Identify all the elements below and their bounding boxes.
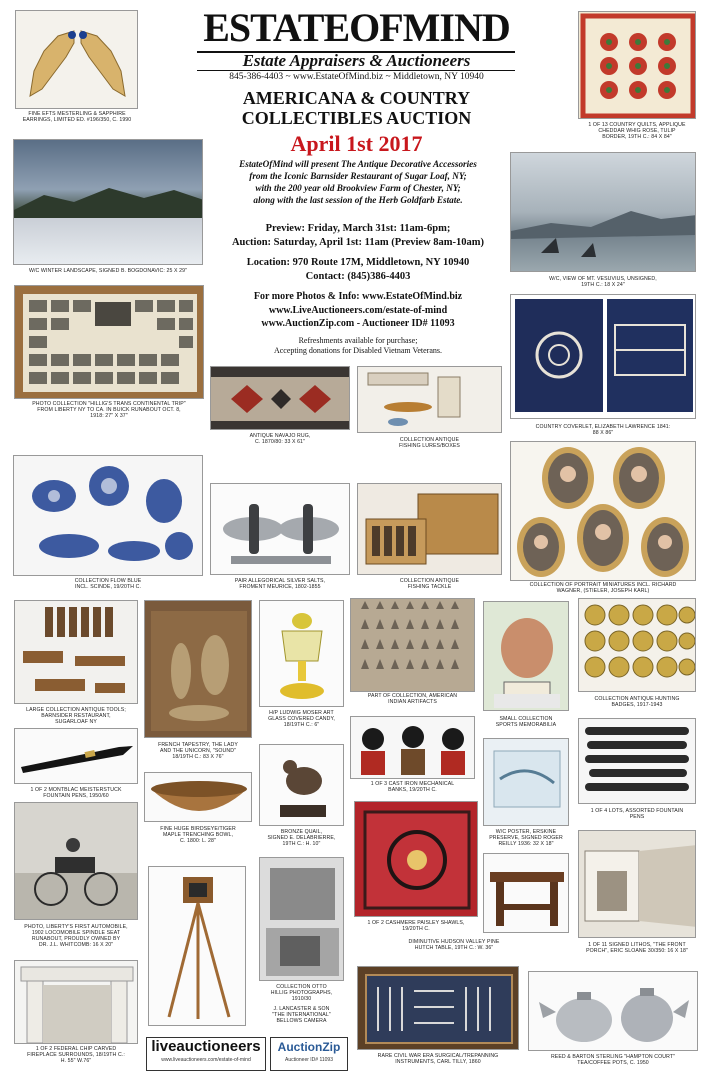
caption-line: COLLECTION OF PORTRAIT MINIATURES INCL. RICHARD	[529, 582, 677, 588]
photo-collection-photo	[14, 285, 204, 399]
caption-line: HILLIG PHOTOGRAPHS,	[270, 990, 333, 996]
flow-blue-photo	[13, 455, 203, 576]
caption-line: DR. J.L. WHITCOMB: 16 X 20"	[38, 942, 114, 948]
winter-caption	[13, 268, 203, 274]
intro-line-3: with the 200 year old Brookview Farm of Chester, NY;	[255, 183, 461, 193]
bowl-photo	[144, 772, 252, 822]
montblanc-caption	[10, 787, 142, 799]
caption-line: GLASS COVERED CANDY,	[268, 716, 335, 722]
info	[205, 290, 511, 331]
subtitle: Estate Appraisers & Auctioneers	[242, 51, 471, 70]
intro	[205, 158, 511, 206]
miniatures-caption	[506, 582, 700, 594]
caption-line: BELLOWS CAMERA	[276, 1018, 327, 1024]
caption-line: COLLECTION ANTIQUE	[399, 578, 460, 584]
caption-line: BRONZE QUAIL,	[280, 829, 323, 835]
coverlet-photo	[510, 294, 696, 419]
caption-line: 18/19TH C.: 6"	[283, 722, 320, 728]
caption-line: 18/19TH C.: 83 X 76"	[172, 754, 224, 760]
caption-line: 1 OF 4 LOTS, ASSORTED FOUNTAIN	[590, 808, 684, 814]
caption-line: PORCH", ERIC SLOANE 30/350: 16 X 18"	[586, 948, 688, 954]
banks-caption	[346, 781, 479, 793]
caption-line: 19TH C.: H. 10"	[282, 841, 321, 847]
automobile-caption	[10, 924, 142, 948]
surgical-photo	[357, 966, 519, 1050]
caption-line: W/C, VIEW OF MT. VESUVIUS, UNSIGNED,	[549, 276, 657, 282]
contact-phone: Contact: (845)386-4403	[305, 271, 411, 282]
info-link-site[interactable]: For more Photos & Info: www.EstateOfMind.biz	[253, 291, 463, 302]
liveauctioneers-brand: liveauctioneers	[151, 1038, 261, 1055]
caption-line: 1902 LOCOMOBILE SPINDLE SEAT	[31, 930, 121, 936]
caption-line: C. 1800: L. 28"	[180, 838, 216, 844]
location-line: Location: 970 Route 17M, Middletown, NY 10940	[246, 257, 470, 268]
navajo-rug-photo	[210, 366, 350, 430]
caption-line: INDIAN ARTIFACTS	[388, 699, 437, 705]
caption-line: BORDER, 19TH C.: 84 X 84"	[602, 134, 672, 140]
tapestry-photo	[144, 600, 252, 738]
caption-line: 1 OF 11 SIGNED LITHOS, "THE FRONT	[588, 942, 686, 948]
tools-photo	[14, 600, 138, 704]
tapestry-caption	[140, 742, 256, 760]
winter-landscape-photo	[13, 139, 203, 265]
shawls-photo	[354, 801, 478, 917]
coverlet-caption	[510, 424, 696, 436]
schedule	[205, 222, 511, 250]
badges-photo	[578, 598, 696, 692]
vesuvius-caption	[510, 276, 696, 288]
vesuvius-photo	[510, 152, 696, 272]
caption-line: FRENCH TAPESTRY, THE LADY	[158, 742, 238, 748]
intro-line-2: from the Iconic Barnsider Restaurant of Sugar Loaf, NY;	[249, 171, 467, 181]
tackle-photo	[357, 483, 502, 575]
caption-line: FINE EFTS MESTERLING & SAPPHIRE	[28, 111, 126, 117]
caption-line: DIMINUTIVE HUDSON VALLEY PINE	[408, 939, 500, 945]
refreshments	[205, 336, 511, 356]
miniatures-photo	[510, 441, 696, 581]
caption-line: PAIR ALLEGORICAL SILVER SALTS,	[234, 578, 326, 584]
fireplace-caption	[10, 1046, 142, 1064]
caption-line: TEA/COFFEE POTS, C. 1950	[577, 1060, 649, 1066]
salts-caption	[208, 578, 352, 590]
caption-line: 19/20TH C.	[402, 926, 430, 932]
hutch-table-photo	[483, 853, 569, 933]
caption-line: COLLECTION FLOW BLUE	[74, 578, 142, 584]
caption-line: FOUNTAIN PENS, 1950/60	[43, 793, 109, 799]
caption-line: FISHING LURES/BOXES	[399, 443, 460, 449]
caption-line: ANTIQUE NAVAJO RUG,	[249, 433, 311, 439]
caption-line: 1 OF 2 FEDERAL CHIP CARVED	[35, 1046, 117, 1052]
caption-line: AND THE UNICORN, "SOUND"	[159, 748, 237, 754]
caption-line: J. LANCASTER & SON	[273, 1006, 330, 1012]
caption-line: HUTCH TABLE, 19TH C.: W. 36"	[414, 945, 494, 951]
caption-line: "THE INTERNATIONAL"	[272, 1012, 331, 1018]
lithos-photo	[578, 830, 696, 938]
caption-line: 1910/30	[291, 996, 312, 1002]
lures-caption	[357, 437, 502, 449]
caption-line: PART OF COLLECTION, AMERICAN	[367, 693, 458, 699]
caption-line: BANKS, 19/20TH C.	[388, 787, 437, 793]
location	[205, 256, 511, 284]
donations-line: Accepting donations for Disabled Vietnam Veterans.	[273, 346, 443, 355]
auction-time: Auction: Saturday, April 1st: 11am (Preview 8am-10am)	[231, 237, 485, 248]
caption-line: SUGARLOAF NY	[55, 719, 97, 725]
caption-line: FROMENT MEURICE, 1802-1855	[239, 584, 321, 590]
caption-line: 1918: 27" X 37"	[90, 413, 128, 419]
shawls-caption	[350, 920, 482, 932]
tackle-caption	[357, 578, 502, 590]
quail-photo	[259, 744, 344, 826]
silver-salts-photo	[210, 483, 350, 575]
preview-time: Preview: Friday, March 31st: 11am-6pm;	[265, 223, 451, 234]
hutch-caption	[354, 939, 554, 951]
caption-line: 1 OF 13 COUNTRY QUILTS, APPLIQUE	[588, 122, 686, 128]
poster-caption	[479, 829, 573, 847]
caption-line: W/C POSTER, ERSKINE	[495, 829, 557, 835]
caption-line: WAGNER, (STIELER, JOSEPH KARL)	[556, 588, 650, 594]
info-link-live[interactable]: www.LiveAuctioneers.com/estate-of-mind	[268, 304, 448, 316]
quail-caption	[255, 829, 348, 847]
liveauctioneers-url: www.liveauctioneers.com/estate-of-mind	[161, 1057, 251, 1063]
caption-line: REILLY 1936: 32 X 18"	[498, 841, 554, 847]
caption-line: 19TH C.: 18 X 24"	[581, 282, 625, 288]
fountain-pens-photo	[578, 718, 696, 804]
caption-line: 1 OF 2 CASHMERE PAISLEY SHAWLS,	[367, 920, 465, 926]
earrings-caption	[12, 111, 142, 123]
auctionzip-id: Auctioneer ID# 11093	[285, 1057, 333, 1063]
caption-line: EARRINGS, LIMITED ED. #196/350, C. 1990	[22, 117, 132, 123]
caption-line: CHEDDAR WHIG ROSE, TULIP	[598, 128, 676, 134]
camera-caption	[255, 1006, 348, 1024]
caption-line: COUNTRY COVERLET, ELIZABETH LAWRENCE 1841:	[535, 424, 671, 430]
lithos-caption	[574, 942, 700, 954]
moser-caption	[255, 710, 348, 728]
auctionzip-brand: AuctionZip	[277, 1040, 341, 1054]
caption-line: H. 55" W.76"	[60, 1058, 92, 1064]
title-line-2: COLLECTIBLES AUCTION	[241, 108, 472, 128]
tools-caption	[10, 707, 142, 725]
info-link-zip[interactable]: www.AuctionZip.com - Auctioneer ID# 11093	[261, 318, 455, 329]
quilt-photo	[578, 11, 696, 119]
caption-line: H/P LUDWIG MOSER ART	[269, 710, 334, 716]
liveauctioneers-logo[interactable]	[146, 1037, 266, 1071]
caption-line: MAPLE TRENCHING BOWL,	[162, 832, 234, 838]
poster-photo	[483, 738, 569, 826]
sports-photo	[483, 601, 569, 711]
caption-line: PHOTO COLLECTION "HILLIG'S TRANS CONTINENTAL TRIP"	[32, 401, 186, 407]
bowl-caption	[140, 826, 256, 844]
photo-collection-caption	[10, 401, 208, 419]
caption-line: 1 OF 2 MONTBLAC MEISTERSTUCK	[30, 787, 122, 793]
logo: ESTATEOFMIND	[203, 5, 510, 50]
caption-line: PHOTO, LIBERTY'S FIRST AUTOMOBILE,	[24, 924, 128, 930]
caption-line: INSTRUMENTS, CARL TILLY, 1860	[395, 1059, 481, 1065]
intro-line-1: EstateOfMind will present The Antique Decorative Accessories	[239, 159, 477, 169]
lures-photo	[357, 366, 502, 433]
contact-line[interactable]: 845-386-4403 ~ www.EstateOfMind.biz ~ Middletown, NY 10940	[229, 72, 484, 82]
caption-line: SPORTS MEMORABILIA	[495, 722, 557, 728]
automobile-photo	[14, 802, 138, 920]
caption-line: FISHING TACKLE	[407, 584, 452, 590]
caption-line: FIREPLACE SURROUNDS, 18/19TH C.:	[27, 1052, 125, 1058]
caption-line: W/C WINTER LANDSCAPE, SIGNED B. BOGDONAVIC: 25 X 29"	[29, 268, 187, 274]
badges-caption	[574, 696, 700, 708]
earrings-photo	[15, 10, 138, 109]
caption-line: 1 OF 3 CAST IRON MECHANICAL	[370, 781, 455, 787]
caption-line: RARE CIVIL WAR ERA SURGICAL/TREPANNING	[377, 1053, 499, 1059]
caption-line: COLLECTION ANTIQUE	[399, 437, 460, 443]
hillig-caption	[255, 984, 348, 1002]
banks-photo	[350, 716, 475, 779]
caption-line: FROM LIBERTY NY TO CA. IN BUICK RUNABOUT OCT. 8,	[37, 407, 181, 413]
surgical-caption	[353, 1053, 523, 1065]
auctionzip-logo[interactable]	[270, 1037, 348, 1071]
sports-caption	[479, 716, 573, 728]
caption-line: INCL. SCINDE, 19/20TH C.	[74, 584, 142, 590]
caption-line: COLLECTION ANTIQUE HUNTING	[594, 696, 680, 702]
caption-line: FINE HUGE BIRDSEYE/TIGER	[160, 826, 236, 832]
caption-line: C. 1870/80: 33 X 61"	[255, 439, 305, 445]
caption-line: COLLECTION OTTO	[276, 984, 327, 990]
fountain-caption	[574, 808, 700, 820]
quilt-caption	[576, 122, 698, 140]
caption-line: PENS	[629, 814, 645, 820]
caption-line: LARGE COLLECTION ANTIQUE TOOLS;	[26, 707, 126, 713]
montblanc-photo	[14, 728, 138, 784]
caption-line: 88 X 86"	[592, 430, 614, 436]
title-line-1: AMERICANA & COUNTRY	[242, 88, 471, 108]
refreshments-line: Refreshments available for purchase;	[298, 336, 418, 345]
caption-line: BADGES, 1917-1943	[611, 702, 663, 708]
tea-caption	[524, 1054, 702, 1066]
auction-date: April 1st 2017	[290, 131, 423, 156]
moser-photo	[259, 600, 344, 707]
intro-line-4: along with the last session of the Herb Goldfarb Estate.	[253, 195, 463, 205]
caption-line: RUNABOUT, PROUDLY OWNED BY	[31, 936, 121, 942]
hillig-photo	[259, 857, 344, 981]
tea-pots-photo	[528, 971, 698, 1051]
flow-blue-caption	[13, 578, 203, 590]
artifacts-photo	[350, 598, 475, 692]
caption-line: SIGNED E. DELABRIERRE,	[267, 835, 336, 841]
caption-line: SMALL COLLECTION	[499, 716, 553, 722]
artifacts-caption	[346, 693, 479, 705]
caption-line: REED & BARTON STERLING "HAMPTON COURT"	[550, 1054, 676, 1060]
navajo-caption	[210, 433, 350, 445]
caption-line: PRESERVE, SIGNED ROGER	[489, 835, 563, 841]
caption-line: BARNSIDER RESTAURANT,	[41, 713, 111, 719]
fireplace-photo	[14, 960, 138, 1044]
camera-photo	[148, 866, 246, 1026]
